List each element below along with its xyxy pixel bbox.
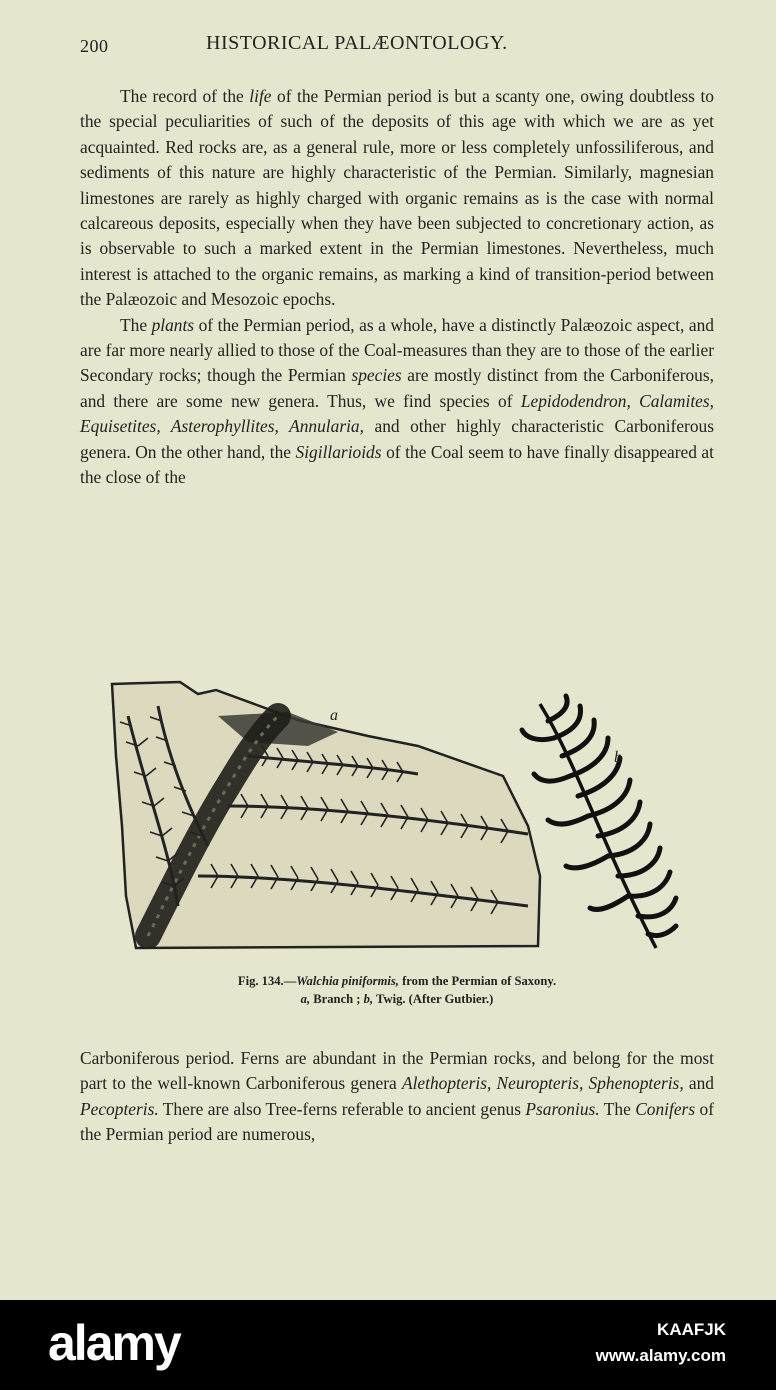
- italic-run: a,: [300, 992, 311, 1006]
- figure-walchia: [108, 676, 688, 961]
- italic-run: Conifers: [635, 1098, 696, 1119]
- body-text-top: [80, 84, 714, 491]
- alamy-logo: alamy: [48, 1315, 180, 1371]
- text-run: and other highly characteristic Carboniferous genera. On the other hand, the: [80, 416, 714, 462]
- text-run: are mostly distinct from the Carboniferous, and there are some new genera. Thus, we find species of: [80, 365, 714, 411]
- twig-b: [522, 696, 676, 948]
- label-a: a: [330, 707, 338, 724]
- page-header: [80, 32, 714, 60]
- figure-caption: [80, 972, 714, 1008]
- image-id: KAAFJK: [657, 1320, 726, 1339]
- text-run: The record of the: [120, 86, 250, 106]
- text-run: Carboniferous period. Ferns are abundant in the Permian rocks, and belong for the most part to the well-known Carboniferous genera: [80, 1048, 714, 1094]
- italic-run: species: [351, 365, 402, 386]
- text-run: of the Coal seem to have finally disappeared at the close of the: [80, 441, 714, 488]
- italic-run: Lepidodendron, Calamites, Equisetites, Asterophyllites, Annularia,: [80, 390, 714, 437]
- text-run: Branch ;: [310, 992, 364, 1006]
- text-run: The: [599, 1098, 636, 1119]
- italic-run: b,: [363, 992, 374, 1006]
- text-run: The: [120, 314, 152, 335]
- text-run: Fig. 134.—: [237, 974, 297, 988]
- italic-run: Alethopteris, Neuropteris, Sphenopteris,: [401, 1073, 684, 1094]
- body-text-bottom: [80, 1046, 714, 1148]
- site-url: www.alamy.com: [595, 1346, 726, 1365]
- text-run: Twig. (After Gutbier.): [373, 992, 494, 1006]
- stock-watermark-bar: [0, 1300, 776, 1390]
- paragraph: [80, 313, 714, 491]
- italic-run: Sigillarioids: [295, 441, 382, 462]
- text-run: from the Permian of Saxony.: [398, 974, 557, 988]
- paragraph: [80, 84, 714, 313]
- italic-run: life: [249, 86, 272, 106]
- italic-run: plants: [151, 314, 195, 335]
- text-run: There are also Tree-ferns referable to ancient genus: [158, 1098, 526, 1119]
- caption-line-2: [80, 990, 714, 1008]
- paragraph: [80, 1046, 714, 1148]
- text-run: of the Permian period, as a whole, have a distinctly Palæozoic aspect, and are far more nearly allied to those of the Coal-measures than they are to those of the earlier Secondary rocks; though the Permian: [80, 314, 715, 386]
- caption-line-1: [80, 972, 714, 990]
- running-title: HISTORICAL PALÆONTOLOGY.: [206, 32, 508, 54]
- italic-run: Walchia piniformis,: [296, 974, 399, 988]
- text-run: of the Permian period is but a scanty one, owing doubtless to the special peculiarities of such of the deposits of this age with which we are as yet acquainted. Red rocks are, as a general rule, more or less completely unfossiliferous, and sediments of this nature are highly characteristic of the Permian. Similarly, magnesian limestones are rarely as highly charged with organic remains as is the case with normal calcareous deposits, especially when they have been subjected to concretionary action, as is observable to such a marked extent in the Permian limestones. Nevertheless, much interest is attached to the organic remains, as marking a kind of transition-period between the Palæozoic and Mesozoic epochs.: [80, 86, 715, 310]
- label-b: b: [614, 749, 622, 766]
- text-run: and: [683, 1073, 714, 1094]
- text-run: of the Permian period are numerous,: [80, 1098, 714, 1145]
- italic-run: Psaronius.: [525, 1098, 600, 1119]
- italic-run: Pecopteris.: [80, 1098, 159, 1119]
- page-number: 200: [80, 36, 109, 56]
